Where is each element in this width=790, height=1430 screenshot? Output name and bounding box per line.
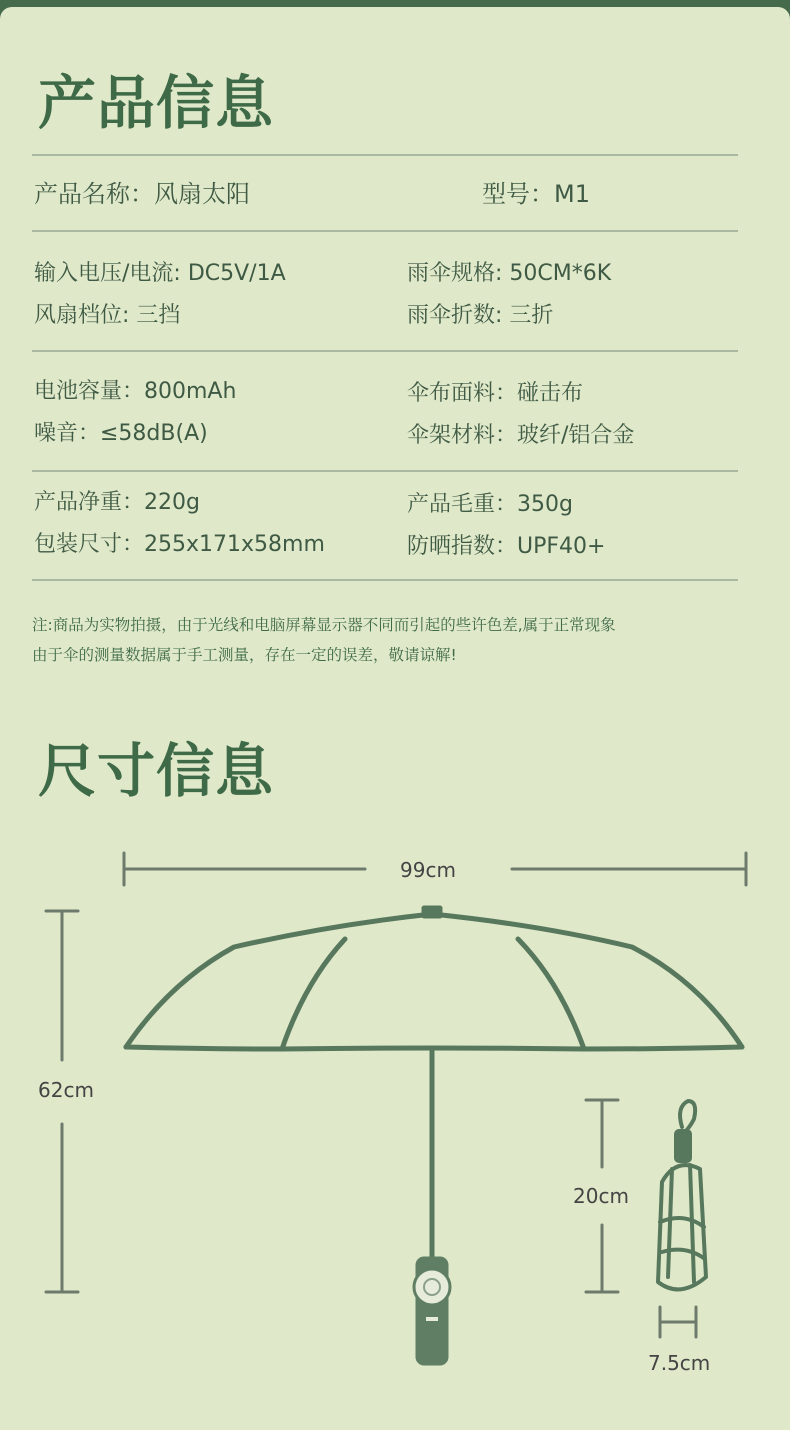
spec-noise: 噪音：≤58dB(A) xyxy=(34,421,208,446)
folded-umbrella xyxy=(658,1101,706,1289)
size-info-title: 尺寸信息 xyxy=(38,737,275,805)
spec-package-size: 包装尺寸：255x171x58mm xyxy=(34,532,325,557)
spec-umbrella-size: 雨伞规格: 50CM*6K xyxy=(407,261,612,286)
product-info-title: 产品信息 xyxy=(38,69,275,137)
height-label: 62cm xyxy=(38,1078,94,1102)
spec-frame-material: 伞架材料：玻纤/铝合金 xyxy=(407,423,635,448)
folded-diameter-label: 7.5cm xyxy=(648,1351,711,1375)
umbrella-dimension-illustration xyxy=(0,7,790,1430)
spec-gross-weight: 产品毛重：350g xyxy=(407,492,573,517)
spec-folds: 雨伞折数: 三折 xyxy=(407,303,554,328)
folded-length-label: 20cm xyxy=(573,1184,629,1208)
width-label: 99cm xyxy=(400,858,456,882)
note-line-2: 由于伞的测量数据属于手工测量，存在一定的误差，敬请谅解! xyxy=(32,646,457,664)
spec-product-name: 产品名称：风扇太阳 xyxy=(34,180,250,208)
spec-battery: 电池容量：800mAh xyxy=(34,379,237,404)
spec-model: 型号：M1 xyxy=(482,180,590,208)
spec-fan-speed: 风扇档位: 三挡 xyxy=(34,303,181,328)
spec-net-weight: 产品净重：220g xyxy=(34,490,200,515)
spec-upf: 防晒指数：UPF40+ xyxy=(407,534,606,559)
note-line-1: 注:商品为实物拍摄，由于光线和电脑屏幕显示器不同而引起的些许色差,属于正常现象 xyxy=(32,616,616,634)
product-detail-page xyxy=(0,7,790,1430)
folded-diameter-dimension-line xyxy=(660,1307,696,1337)
open-umbrella xyxy=(126,908,742,1363)
spec-canopy-fabric: 伞布面料：碰击布 xyxy=(407,381,584,406)
spec-input-voltage: 输入电压/电流: DC5V/1A xyxy=(34,261,286,286)
